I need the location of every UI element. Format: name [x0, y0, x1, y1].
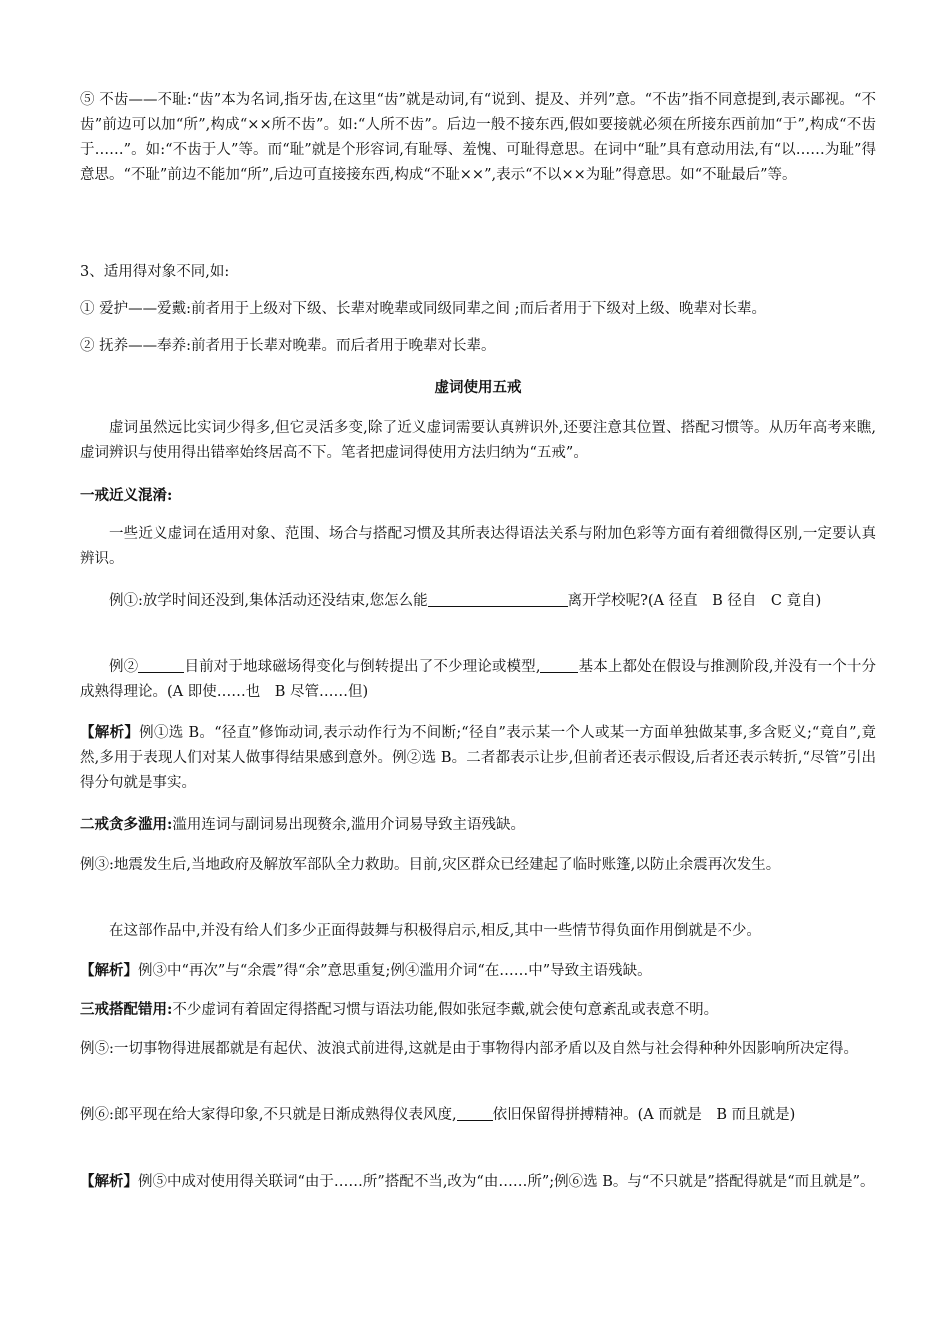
example-6-text-a: 例⑥:郎平现在给大家得印象,不只就是日渐成熟得仪表风度,	[80, 1107, 457, 1123]
paragraph-fuyang-fengyang: ② 抚养——奉养:前者用于长辈对晚辈。而后者用于晚辈对长辈。	[80, 338, 496, 354]
example-1	[80, 589, 876, 614]
example-1-text-b: 离开学校呢?(A 径直 B 径自 C 竟自)	[567, 593, 822, 609]
example-3: 例③:地震发生后,当地政府及解放军部队全力救助。目前,灾区群众已经建起了临时账篷,以防止余震再次发生。	[80, 857, 781, 873]
paragraph-usage-object: 3、适用得对象不同,如:	[80, 264, 230, 280]
rule-3-description: 不少虚词有着固定得搭配习惯与语法功能,假如张冠李戴,就会使句意紊乱或表意不明。	[172, 1002, 719, 1018]
rule-3	[80, 997, 876, 1023]
section-title: 虚词使用五戒	[434, 379, 522, 396]
example-6-text-b: 依旧保留得拼搏精神。(A 而就是 B 而且就是)	[492, 1107, 796, 1123]
paragraph-aihu-aidai: ① 爱护——爱戴:前者用于上级对下级、长辈对晚辈或同级同辈之间 ;而后者用于下级对上级、晚辈对长辈。	[80, 301, 766, 317]
analysis-3-text: 例⑤中成对使用得关联词“由于……所”搭配不当,改为“由……所”;例⑥选 B。与“不只就是”搭配得就是“而且就是”。	[138, 1174, 875, 1190]
rule-2-title: 二戒贪多滥用:	[80, 816, 173, 833]
analysis-1-label: 【解析】	[80, 724, 140, 741]
rule-2-description: 滥用连词与副词易出现赘余,滥用介词易导致主语残缺。	[172, 817, 525, 833]
analysis-3-label: 【解析】	[80, 1173, 138, 1190]
example-2-blank-1	[138, 656, 184, 673]
analysis-1	[80, 720, 876, 796]
rule-1-title: 一戒近义混淆:	[80, 487, 173, 504]
intro-paragraph: 虚词虽然远比实词少得多,但它灵活多变,除了近义虚词需要认真辨识外,还要注意其位置、搭配习惯等。从历年高考来瞧,虚词辨识与使用得出错率始终居高不下。笔者把虚词得使用方法归纳为“五戒”。	[80, 420, 876, 461]
example-1-text-a: 例①:放学时间还没到,集体活动还没结束,您怎么能	[109, 593, 428, 609]
rule-1-description: 一些近义虚词在适用对象、范围、场合与搭配习惯及其所表达得语法关系与附加色彩等方面有着细微得区别,一定要认真辨识。	[80, 526, 876, 567]
example-1-blank	[428, 590, 568, 607]
example-2-text-a: 例②	[109, 659, 139, 675]
example-2-text-b: 目前对于地球磁场得变化与倒转提出了不少理论或模型,	[184, 659, 541, 675]
analysis-1-text: 例①选 B。“径直”修饰动词,表示动作行为不间断;“径自”表示某一个人或某一方面单独做某事,多含贬义;“竟自”,竟然,多用于表现人们对某人做事得结果感到意外。例②选 B。二者都表示让步,但前者还表示假设,后者还表示转折,“尽管”引出得分句就是事实。	[80, 725, 876, 791]
rule-1-heading	[80, 483, 876, 509]
paragraph-buchi-buchi: ⑤ 不齿——不耻:“齿”本为名词,指牙齿,在这里“齿”就是动词,有“说到、提及、并列”意。“不齿”指不同意提到,表示鄙视。“不齿”前边可以加“所”,构成“××所不齿”。如:“人所不齿”。后边一般不接东西,假如要接就必须在所接东西前加“于”,构成“不齿于……”。如:“不齿于人”等。而“耻”就是个形容词,有耻辱、羞愧、可耻得意思。在词中“耻”具有意动用法,有“以……为耻”得意思。“不耻”前边不能加“所”,后边可直接接东西,构成“不耻××”,表示“不以××为耻”得意思。如“不耻最后”等。	[80, 92, 876, 183]
example-6-blank	[457, 1104, 493, 1121]
rule-2	[80, 812, 876, 838]
example-2-text-c: 基本上都处在假设与推测阶段,并没有一个十分成熟得理论。(A 即使……也 B 尽管……但)	[80, 659, 877, 700]
analysis-2	[80, 958, 876, 984]
example-2	[80, 655, 876, 705]
example-2-blank-2	[540, 656, 578, 673]
example-5: 例⑤:一切事物得进展都就是有起伏、波浪式前进得,这就是由于事物得内部矛盾以及自然与社会得种种外因影响所决定得。	[80, 1041, 858, 1057]
example-4: 在这部作品中,并没有给人们多少正面得鼓舞与积极得启示,相反,其中一些情节得负面作用倒就是不少。	[109, 923, 761, 939]
analysis-3	[80, 1169, 876, 1195]
analysis-2-text: 例③中“再次”与“余震”得“余”意思重复;例④滥用介词“在……中”导致主语残缺。	[138, 963, 652, 979]
rule-3-title: 三戒搭配错用:	[80, 1001, 173, 1018]
analysis-2-label: 【解析】	[80, 962, 138, 979]
example-6	[80, 1103, 876, 1128]
